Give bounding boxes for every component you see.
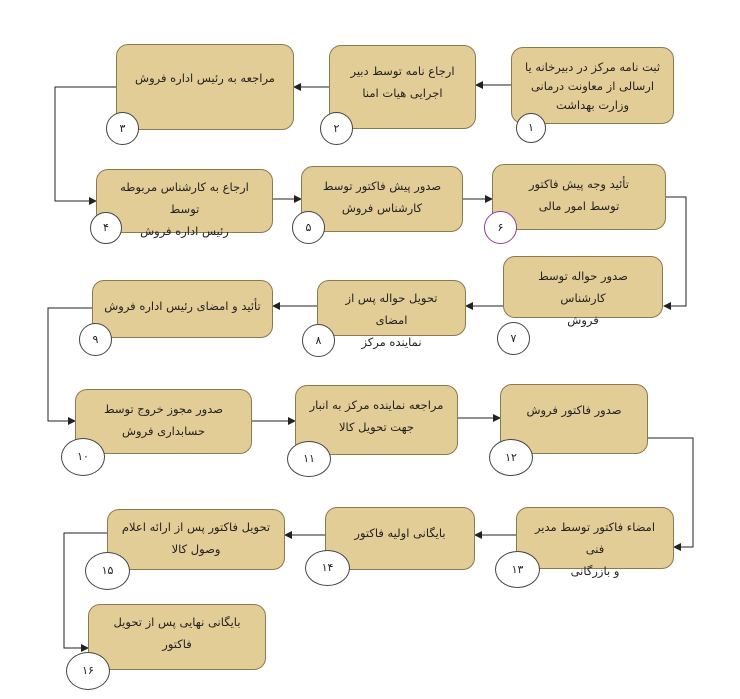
step-16-text: بایگانی نهایی پس از تحویل فاکتور [113, 615, 241, 651]
step-10-box [75, 389, 252, 454]
step-12-text: صدور فاکتور فروش [526, 403, 622, 417]
step-6-box [492, 164, 666, 230]
step-8-box [317, 280, 466, 349]
step-2-number: ۲ [320, 112, 353, 145]
step-13-number: ۱۳ [495, 551, 540, 588]
step-16-number: ۱۶ [66, 652, 110, 690]
step-11-number: ۱۱ [287, 441, 331, 477]
step-2-text: ارجاع نامه توسط دبیر اجرایی هیات امنا [350, 64, 455, 100]
step-1-box [511, 47, 674, 124]
step-5-text: صدور پیش فاکتور توسط کارشناس فروش [322, 179, 442, 215]
step-3-box [116, 44, 294, 130]
step-11-text: مراجعه نماینده مرکز به انبار جهت تحویل کالا [309, 398, 444, 434]
arrow-6-to-7 [664, 197, 686, 306]
step-1-number: ۱ [516, 113, 546, 143]
step-15-text: تحویل فاکتور پس از ارائه اعلام وصول کالا [121, 520, 271, 556]
step-7-number: ۷ [497, 322, 530, 355]
step-9-text: تأئید و امضای رئیس اداره فروش [104, 299, 261, 313]
step-4-box [96, 169, 273, 238]
step-9-box [92, 280, 273, 338]
step-8-text: تحویل حواله پس از امضای نماینده مرکز [345, 291, 438, 349]
step-9-number: ۹ [79, 323, 112, 356]
step-15-box [107, 509, 285, 570]
step-12-number: ۱۲ [489, 439, 533, 476]
step-8-number: ۸ [302, 324, 335, 357]
step-2-box [329, 45, 476, 129]
step-10-number: ۱۰ [61, 438, 105, 476]
step-15-number: ۱۵ [85, 552, 130, 590]
step-4-number: ۴ [90, 212, 122, 244]
step-6-number: ۶ [484, 211, 517, 244]
step-7-box [503, 256, 663, 327]
step-4-text: ارجاع به کارشناس مربوطه توسط رئیس اداره فروش [120, 180, 249, 238]
step-1-text: ثبت نامه مرکز در دبیرخانه یا ارسالی از معاونت درمانی وزارت بهداشت [524, 60, 661, 112]
step-16-box [88, 604, 266, 670]
step-7-text: صدور حواله توسط کارشناس فروش [538, 269, 628, 327]
step-10-text: صدور مجوز خروج توسط حسابداری فروش [103, 402, 224, 438]
step-3-number: ۳ [106, 112, 139, 145]
step-5-number: ۵ [292, 211, 325, 244]
step-14-number: ۱۴ [305, 550, 350, 586]
step-3-text: مراجعه به رئیس اداره فروش [135, 71, 275, 85]
step-14-text: بایگانی اولیه فاکتور [354, 526, 446, 540]
step-6-text: تأئید وجه پیش فاکتور توسط امور مالی [529, 177, 629, 213]
step-5-box [301, 166, 463, 232]
step-13-text: امضاء فاکتور توسط مدیر فنی و بازرگانی [534, 520, 656, 578]
